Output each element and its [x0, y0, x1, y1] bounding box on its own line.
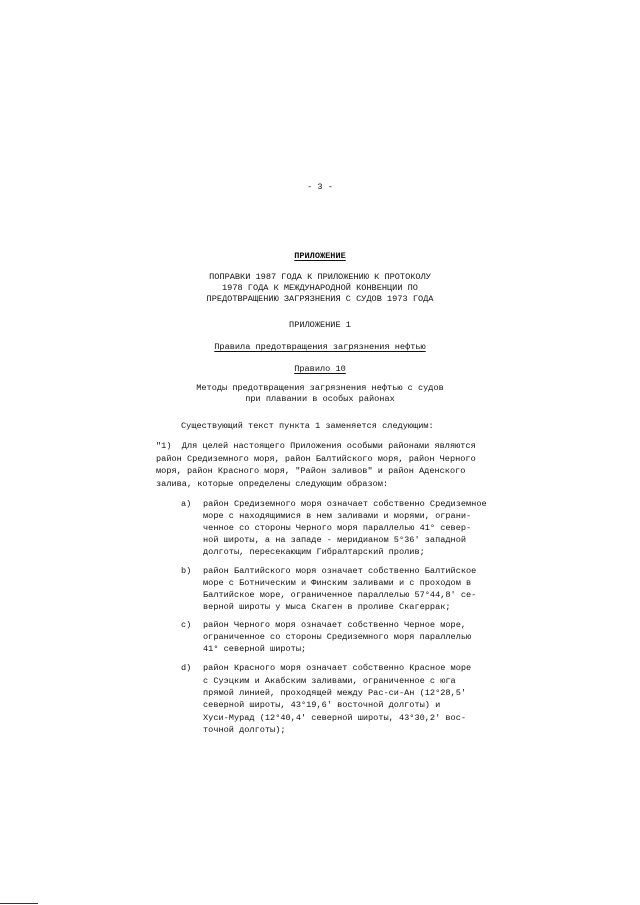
item-label: d) — [181, 663, 192, 673]
item-label: b) — [181, 566, 192, 576]
item-line: район Красного моря означает собственно Красное море — [203, 663, 472, 673]
item-line: район Балтийского моря означает собственно Балтийское — [203, 566, 477, 576]
item-line: море с находящимися в нем заливами и морями, ограни- — [203, 511, 472, 521]
heading: ПРИЛОЖЕНИЕ — [294, 251, 346, 261]
rules-title: Правила предотвращения загрязнения нефтью — [214, 342, 426, 352]
item-line: Хуси-Мурад (12°40,4' северной широты, 43°30,2' вос- — [203, 713, 467, 723]
annex-label: ПРИЛОЖЕНИЕ 1 — [289, 320, 351, 330]
item-line: верной широты у мыса Скаген в проливе Скагеррак; — [203, 602, 451, 612]
item-line: район Черного моря означает собственно Черное море, — [203, 620, 467, 630]
rule-title: Правило 10 — [294, 364, 346, 374]
paragraph-line: моря, район Красного моря, "Район заливов" и район Аденского — [156, 466, 466, 476]
item-line: ограниченное со стороны Средиземного моря параллелью — [203, 632, 472, 642]
paragraph-line: "1) Для целей настоящего Приложения особыми районами являются — [156, 441, 476, 451]
item-line: прямой линией, проходящей между Рас-си-Ан (12°28,5' — [203, 688, 467, 698]
title-line: ПОПРАВКИ 1987 ГОДА К ПРИЛОЖЕНИЮ К ПРОТОКОЛУ — [209, 272, 431, 282]
item-line: с Суэцким и Акабским заливами, ограниченное с юга — [203, 676, 456, 686]
intro-text: Существующий текст пункта 1 заменяется следующим: — [181, 421, 434, 431]
title-line: 1978 ГОДА К МЕЖДУНАРОДНОЙ КОНВЕНЦИИ ПО — [222, 283, 418, 293]
item-line: ченное со стороны Черного моря параллелью 41° север- — [203, 523, 472, 533]
paragraph-line: залива, которые определены следующим образом: — [156, 479, 389, 489]
item-label: a) — [181, 499, 192, 509]
item-line: море с Ботническим и Финским заливами и с проходом в — [203, 578, 472, 588]
item-line: долготы, пересекающим Гибралтарский пролив; — [203, 547, 425, 557]
page-number: - 3 - — [307, 182, 333, 192]
title-line: ПРЕДОТВРАЩЕНИЮ ЗАГРЯЗНЕНИЯ С СУДОВ 1973 ГОДА — [206, 294, 434, 304]
item-line: район Средиземного моря означает собственно Средиземное — [203, 499, 487, 509]
item-line: Балтийское море, ограниченное параллелью 57°44,8' се- — [203, 590, 477, 600]
item-label: c) — [181, 620, 192, 630]
rule-subtitle-line: при плавании в особых районах — [245, 394, 395, 404]
item-line: ной широты, а на западе - меридианом 5°36' западной — [203, 535, 467, 545]
scan-edge-mark — [0, 903, 38, 904]
item-line: северной широты, 43°19,6' восточной долготы) и — [203, 700, 441, 710]
item-line: 41° северной широты; — [203, 644, 307, 654]
paragraph-line: район Средиземного моря, район Балтийского моря, район Черного — [156, 454, 476, 464]
item-line: точной долготы); — [203, 725, 286, 735]
rule-subtitle-line: Методы предотвращения загрязнения нефтью с судов — [196, 383, 444, 393]
